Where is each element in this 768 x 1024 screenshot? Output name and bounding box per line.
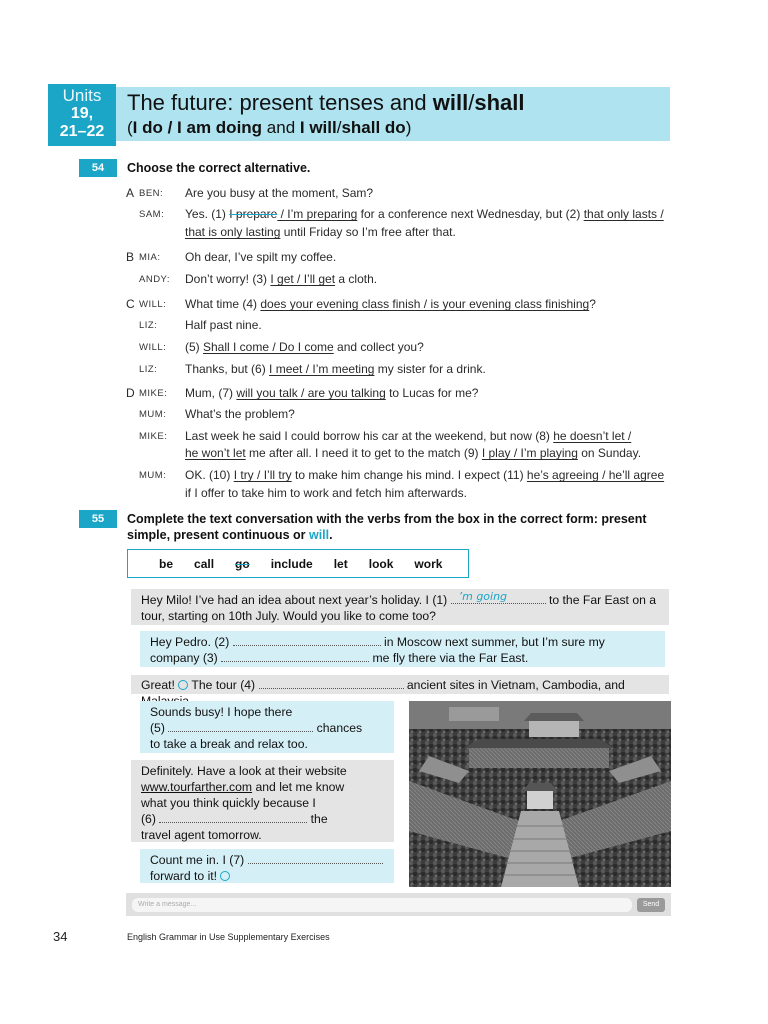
chat-message-3: Great! The tour (4) ancient sites in Vietnam, Cambodia, and (131, 675, 669, 694)
word-include: include (270, 556, 313, 571)
send-button[interactable]: Send (637, 898, 665, 912)
speaker-liz-2: LIZ: (139, 364, 158, 375)
speaker-andy: ANDY: (139, 274, 171, 285)
word-go: go (235, 556, 250, 571)
line-sam-2: that is only lasting until Friday so I’m free after that. (185, 225, 456, 239)
speaker-will: WILL: (139, 299, 167, 310)
temple-photo (409, 701, 671, 887)
speaker-mike-2: MIKE: (139, 431, 168, 442)
exercise-instruction-55: Complete the text conversation with the verbs from the box in the correct form: present simple, present continuous or will. (127, 512, 647, 542)
smile-icon (220, 871, 230, 881)
speaker-liz: LIZ: (139, 320, 158, 331)
section-letter-a: A (126, 186, 135, 200)
exercise-number-54: 54 (79, 159, 117, 177)
line-mia: Oh dear, I’ve spilt my coffee. (185, 250, 337, 264)
line-mike-2a: Last week he said I could borrow his car at the weekend, but now (8) he doesn’t let / (185, 429, 632, 443)
line-andy: Don’t worry! (3) I get / I’ll get a cloth. (185, 272, 378, 286)
line-liz-2: Thanks, but (6) I meet / I’m meeting my sister for a drink. (185, 362, 486, 376)
section-letter-b: B (126, 250, 135, 264)
line-sam-1: Yes. (1) I prepare / I’m preparing for a conference next Wednesday, but (2) that only lasts / (185, 207, 664, 221)
speaker-mia: MIA: (139, 252, 161, 263)
speaker-mike: MIKE: (139, 388, 168, 399)
book-title: English Grammar in Use Supplementary Exercises (127, 932, 330, 942)
temple-photo-illustration (409, 701, 671, 887)
exercise-number-55: 55 (79, 510, 117, 528)
speaker-will-2: WILL: (139, 342, 167, 353)
line-liz-1: Half past nine. (185, 318, 262, 332)
page-number: 34 (53, 929, 68, 944)
line-will-2: (5) Shall I come / Do I come and collect you? (185, 340, 424, 354)
units-number-1: 19, (70, 105, 94, 122)
line-will-1: What time (4) does your evening class finish / is your evening class finishing? (185, 297, 596, 311)
line-mum-1: What’s the problem? (185, 407, 295, 421)
speaker-sam: SAM: (139, 209, 165, 220)
exercise-instruction-54: Choose the correct alternative. (127, 161, 311, 175)
units-label: Units (62, 86, 102, 105)
units-badge (48, 84, 116, 146)
word-box (127, 549, 469, 578)
smile-icon (178, 680, 188, 690)
chat-message-6: Count me in. I (7) forward to it! (140, 849, 394, 883)
word-look: look (368, 556, 394, 571)
chat-message-1: Hey Milo! I’ve had an idea about next year’s holiday. I (1) ’m going to the Far East on a tour, starting on 10th July. Would you like to come too? (131, 589, 669, 625)
section-letter-d: D (126, 386, 135, 400)
page-subtitle: (I do / I am doing and I will/shall do) (127, 118, 412, 137)
word-work: work (414, 556, 443, 571)
chat-message-2: Hey Pedro. (2) in Moscow next summer, but I’m sure my company (3) me fly there via the Far East. (140, 631, 665, 667)
line-ben: Are you busy at the moment, Sam? (185, 186, 374, 200)
chat-message-5: Definitely. Have a look at their website www.tourfarther.com and let me know what you think quickly because I (6) the travel agent tomorrow. (131, 760, 394, 842)
units-number-2: 21–22 (59, 123, 105, 140)
title-band (116, 87, 670, 141)
line-mum-2a: OK. (10) I try / I’ll try to make him change his mind. I expect (11) he’s agreeing / he’ll agree (185, 468, 665, 482)
line-mike-2b: he won’t let me after all. I need it to get to the match (9) I play / I’m playing on Sunday. (185, 446, 642, 460)
section-letter-c: C (126, 297, 135, 311)
line-mum-2b: if I offer to take him to work and fetch him afterwards. (185, 486, 467, 500)
speaker-ben: BEN: (139, 188, 164, 199)
speaker-mum-2: MUM: (139, 470, 167, 481)
chat-message-4: Sounds busy! I hope there (5) chances to take a break and relax too. (140, 701, 394, 753)
message-input[interactable]: Write a message... (132, 898, 632, 912)
website-link[interactable]: www.tourfarther.com (141, 780, 253, 794)
word-let: let (333, 556, 348, 571)
word-be: be (159, 556, 174, 571)
word-call: call (194, 556, 215, 571)
line-mike-1: Mum, (7) will you talk / are you talking to Lucas for me? (185, 386, 479, 400)
page-title: The future: present tenses and will/shall (127, 90, 525, 115)
speaker-mum: MUM: (139, 409, 167, 420)
